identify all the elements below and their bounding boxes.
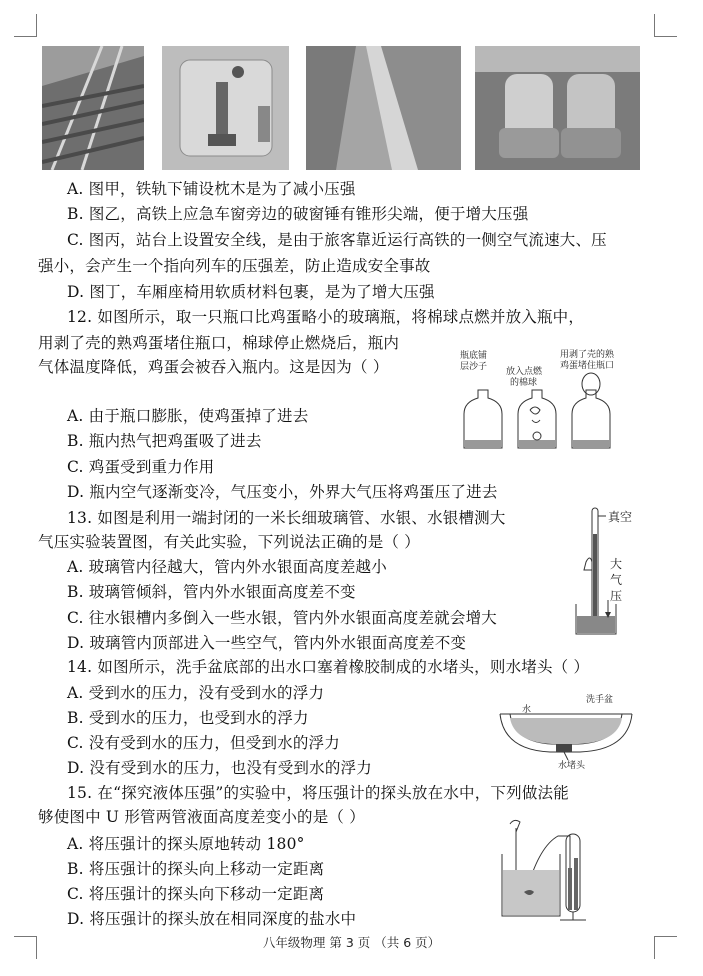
q12-option-c: C. 鸡蛋受到重力作用 xyxy=(67,458,215,476)
q14-option-d: D. 没有受到水的压力，也没有受到水的浮力 xyxy=(67,759,372,777)
q12-label-cotton-2: 的棉球 xyxy=(510,378,538,388)
q15-pressure-gauge-figure xyxy=(488,814,608,926)
crop-mark-top-left xyxy=(14,14,37,37)
q11-option-c: C. 图丙，站台上设置安全线，是由于旅客靠近运行高铁的一侧空气流速大、压 xyxy=(67,231,607,249)
q11-option-b: B. 图乙，高铁上应急车窗旁边的破窗锤有锥形尖端，便于增大压强 xyxy=(67,205,529,223)
q13-label-atm-3: 压 xyxy=(610,589,623,603)
photo-window-hammer xyxy=(162,46,289,170)
q15-option-b: B. 将压强计的探头向上移动一定距离 xyxy=(67,860,325,878)
q13-mercury-barometer-figure xyxy=(570,504,650,640)
q13-stem-line2: 气压实验装置图，有关此实验，下列说法正确的是（ ） xyxy=(38,533,420,551)
q14-option-a: A. 受到水的压力，没有受到水的浮力 xyxy=(67,684,325,702)
q13-option-c: C. 往水银槽内多倒入一些水银，管内外水银面高度差就会增大 xyxy=(67,609,497,627)
q12-label-egg-1: 用剥了壳的熟 xyxy=(560,350,615,360)
q12-stem-line3: 气体温度降低，鸡蛋会被吞入瓶内。这是因为（ ） xyxy=(38,358,389,376)
q13-option-a: A. 玻璃管内径越大，管内外水银面高度差越小 xyxy=(67,558,387,576)
q12-label-sand-2: 层沙子 xyxy=(460,362,488,372)
q14-option-c: C. 没有受到水的压力，但受到水的浮力 xyxy=(67,734,340,752)
q11-option-c-cont: 强小，会产生一个指向列车的压强差，防止造成安全事故 xyxy=(38,257,431,275)
q13-option-b: B. 玻璃管倾斜，管内外水银面高度差不变 xyxy=(67,583,356,601)
q12-bottles-figure xyxy=(448,346,648,452)
q15-stem-line2: 够使图中 U 形管两管液面高度差变小的是（ ） xyxy=(38,808,365,826)
q12-label-egg-2: 鸡蛋堵住瓶口 xyxy=(560,361,615,371)
q14-option-b: B. 受到水的压力，也受到水的浮力 xyxy=(67,709,309,727)
q12-stem-line1: 12. 如图所示，取一只瓶口比鸡蛋略小的玻璃瓶，将棉球点燃并放入瓶中， xyxy=(67,308,585,326)
q15-option-c: C. 将压强计的探头向下移动一定距离 xyxy=(67,885,325,903)
q13-stem-line1: 13. 如图是利用一端封闭的一米长细玻璃管、水银、水银槽测大 xyxy=(67,509,506,527)
q13-option-d: D. 玻璃管内顶部进入一些空气，管内外水银面高度差不变 xyxy=(67,634,467,652)
crop-mark-top-right xyxy=(654,14,677,37)
q11-option-a: A. 图甲，铁轨下铺设枕木是为了减小压强 xyxy=(67,180,356,198)
q14-label-water: 水 xyxy=(522,705,532,715)
q15-option-d: D. 将压强计的探头放在相同深度的盐水中 xyxy=(67,910,357,928)
photo-platform-safety-line xyxy=(306,46,461,170)
q12-option-b: B. 瓶内热气把鸡蛋吸了进去 xyxy=(67,432,262,450)
q13-label-atm-2: 气 xyxy=(610,573,623,587)
photo-train-seats xyxy=(475,46,640,170)
q12-label-sand-1: 瓶底铺 xyxy=(460,351,488,361)
q13-label-atm-1: 大 xyxy=(610,557,623,571)
q13-label-vacuum: 真空 xyxy=(608,510,633,524)
photo-rail-sleepers xyxy=(42,46,144,170)
q14-label-basin: 洗手盆 xyxy=(586,695,614,705)
page-footer: 八年级物理 第 3 页 （共 6 页） xyxy=(262,935,441,950)
q14-washbasin-figure xyxy=(494,690,640,774)
q12-stem-line2: 用剥了壳的熟鸡蛋堵住瓶口，棉球停止燃烧后，瓶内 xyxy=(38,334,400,352)
q12-option-d: D. 瓶内空气逐渐变冷，气压变小，外界大气压将鸡蛋压了进去 xyxy=(67,483,498,501)
q12-option-a: A. 由于瓶口膨胀，使鸡蛋掉了进去 xyxy=(67,407,309,425)
q12-label-cotton-1: 放入点燃 xyxy=(506,367,543,377)
q14-label-plug: 水堵头 xyxy=(558,761,586,771)
q15-option-a: A. 将压强计的探头原地转动 180° xyxy=(67,835,305,853)
q15-stem-line1: 15. 在“探究液体压强”的实验中，将压强计的探头放在水中，下列做法能 xyxy=(67,784,569,802)
q11-option-d: D. 图丁，车厢座椅用软质材料包裹，是为了增大压强 xyxy=(67,283,435,301)
q14-stem: 14. 如图所示，洗手盆底部的出水口塞着橡胶制成的水堵头，则水堵头（ ） xyxy=(67,658,590,676)
